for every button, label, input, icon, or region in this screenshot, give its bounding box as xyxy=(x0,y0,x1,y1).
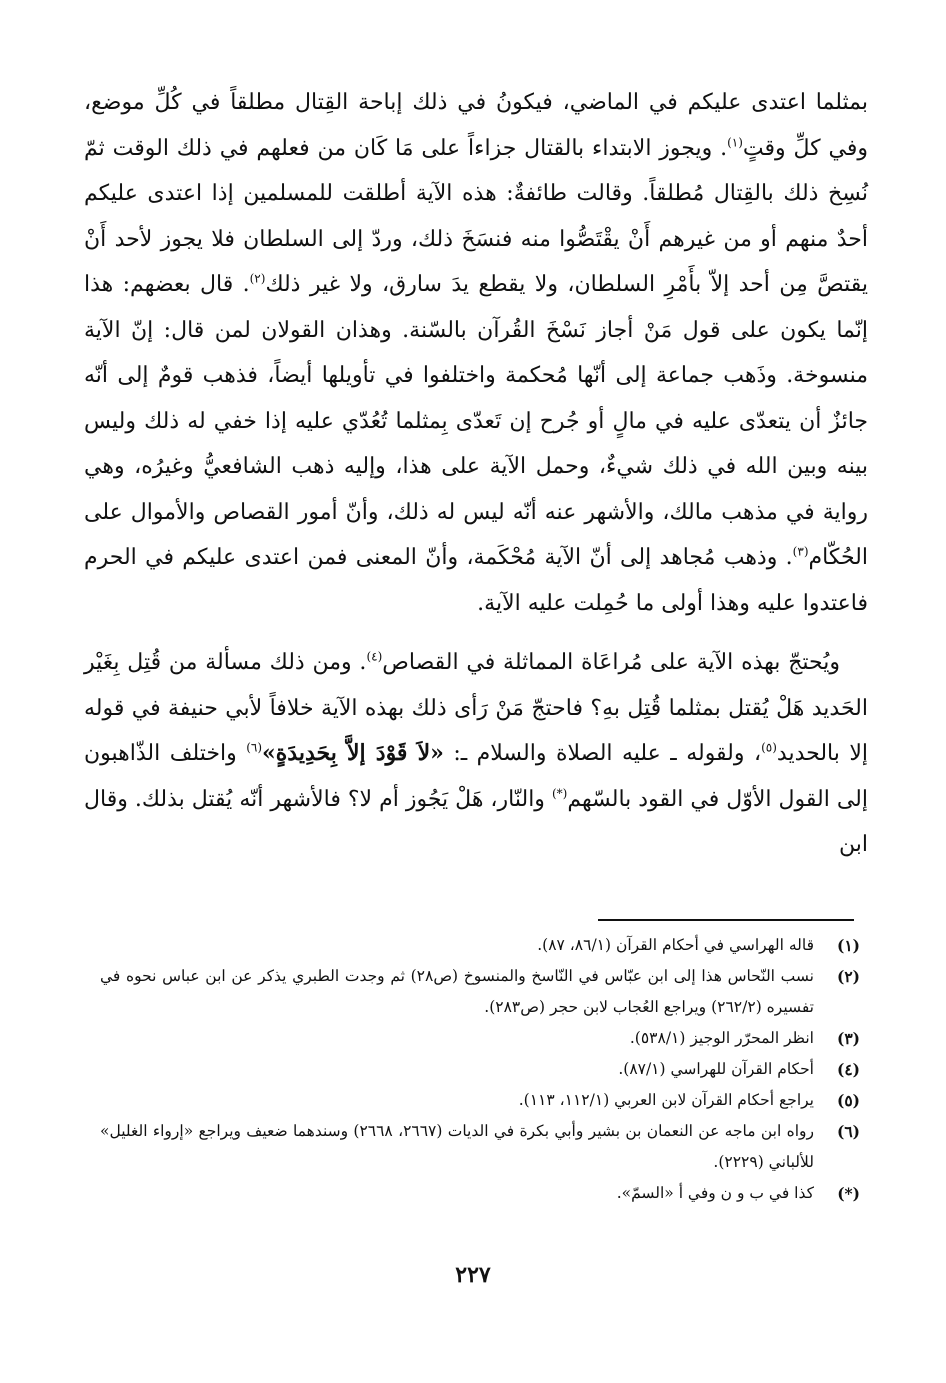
text-run: . ومن ذلك مسألة من قُتِل بِغَيْر الحَديد هَلْ يُقتل بمثلما قُتِل بهِ؟ فاحتجّ مَنْ رَأى ذلك بهذه الآية خلافاً لأبي حنيفة في قوله إلا بالحديد xyxy=(84,650,868,766)
footnote-text: قاله الهراسي في أحكام القرآن (٨٦/١، ٨٧). xyxy=(537,936,814,954)
footnote-text: نسب النّحاس هذا إلى ابن عبّاس في النّاسخ والمنسوخ (ص٢٨) ثم وجدت الطبري يذكر عن ابن عباس نحوه في تفسيره (٢٦٢/٢) ويراجع العُجاب لابن حجر (ص٢٨٣). xyxy=(100,967,814,1016)
text-run: . ويجوز الابتداء بالقتال جزاءاً على مَا كَان من فعلهم في ذلك الوقت ثمّ نُسِخ ذلك بالقِتال مُطلقاً. وقالت طائفةٌ: هذه الآية أطلقت للمسلمين إذا اعتدى عليكم أحدٌ منهم أو من غيرهم أَنْ يقْتَصُّوا منه فنسَخَ ذلك، وردّ إلى السلطان فلا يجوز لأحد أَنْ يقتصَّ مِن أحد إلاّ بأَمْرِ السلطان، ولا يقطع يدَ سارق، ولا غير ذلك xyxy=(84,135,869,297)
paragraph-1 xyxy=(84,80,868,626)
footnote-1 xyxy=(100,930,860,961)
footnote-ref-3: (٣) xyxy=(792,544,809,559)
page-number: ٢٢٧ xyxy=(455,1262,491,1288)
footnote-ref-2: (٢) xyxy=(249,271,266,286)
footnote-2 xyxy=(100,961,860,1023)
text-run: بمثلما اعتدى عليكم في الماضي، فيكونُ في ذلك إباحة القِتال مطلقاً في كُلِّ موضع، وفي كلِّ وقتٍ xyxy=(84,90,868,161)
footnote-ref-1: (١) xyxy=(727,135,743,150)
footnote-number: (٦) xyxy=(836,1122,860,1141)
footnote-separator xyxy=(598,919,854,921)
footnote-5 xyxy=(100,1085,860,1116)
main-text xyxy=(84,80,868,868)
text-run: ويُحتجّ بهذه الآية على مُراعَاة المماثلة في القصاص xyxy=(382,650,840,675)
footnote-number: (*) xyxy=(837,1184,860,1203)
footnote-text: رواه ابن ماجه عن النعمان بن بشير وأبي بكرة في الديات (٢٦٦٧، ٢٦٦٨) وسندهما ضعيف ويراجع «إرواء الغليل» للألباني (٢٢٢٩). xyxy=(100,1122,814,1171)
text-run: . قال بعضهم: هذا إنّما يكون على قول مَنْ أجاز نَسْخَ القُرآن بالسّنة. وهذان القولان لمن قال: إنّ الآية منسوخة. وذَهب جماعة إلى أنّها مُحكمة واختلفوا في تأويلها أيضاً، فذهب قومٌ إلى أنّه جائزٌ أن يتعدّى عليه في مالٍ أو جُرح إن تَعدّى بِمثلما تُعُدّي عليه إذا خفي له ذلك وليس بينه وبين الله في ذلك شيءٌ، وحمل الآية على هذا، وإليه ذهب الشافعيُّ وغيرُه، وهي رواية في مذهب مالك، والأشهر عنه أنّه ليس له ذلك، وأنّ أمور القصاص والأموال على الحُكّام xyxy=(84,272,868,570)
footnote-star xyxy=(100,1178,860,1209)
hadith-quote: «لاَ قَوْدَ إلاَّ بِحَدِيدَةٍ» xyxy=(262,740,444,766)
footnote-number: (١) xyxy=(836,936,860,955)
footnote-4 xyxy=(100,1054,860,1085)
footnote-text: انظر المحرّر الوجيز (٥٣٨/١). xyxy=(629,1029,814,1047)
text-run: والنّار، هَلْ يَجُوز أم لا؟ فالأشهر أنّه يُقتل بذلك. وقال ابن xyxy=(84,786,868,857)
text-run: . وذهب مُجاهد إلى أنّ الآية مُحْكَمة، وأنّ المعنى فمن اعتدى عليكم في الحرم فاعتدوا عليه وهذا أولى ما حُمِلت عليه الآية. xyxy=(84,545,868,616)
footnote-number: (٣) xyxy=(836,1029,860,1048)
paragraph-2 xyxy=(84,640,868,868)
footnote-6 xyxy=(100,1116,860,1178)
footnotes xyxy=(100,930,860,1209)
footnote-text: كذا في ب و ن وفي أ «السمّ». xyxy=(616,1184,814,1202)
footnote-number: (٢) xyxy=(836,967,860,986)
footnote-number: (٥) xyxy=(836,1091,860,1110)
text-run: واختلف الذّاهبون إلى القول الأوّل في القود بالسّهم xyxy=(84,741,868,812)
footnote-ref-4: (٤) xyxy=(366,649,383,664)
footnote-ref-5: (٥) xyxy=(761,740,777,755)
footnote-3 xyxy=(100,1023,860,1054)
footnote-text: يراجع أحكام القرآن لابن العربي (١١٢/١، ١١٣). xyxy=(518,1091,814,1109)
footnote-ref-star: (*) xyxy=(551,786,568,801)
footnote-text: أحكام القرآن للهراسي (٨٧/١). xyxy=(618,1060,814,1078)
footnote-ref-6: (٦) xyxy=(246,740,263,755)
footnote-number: (٤) xyxy=(836,1060,860,1079)
text-run: ، ولقوله ـ عليه الصلاة والسلام ـ: xyxy=(443,741,762,766)
